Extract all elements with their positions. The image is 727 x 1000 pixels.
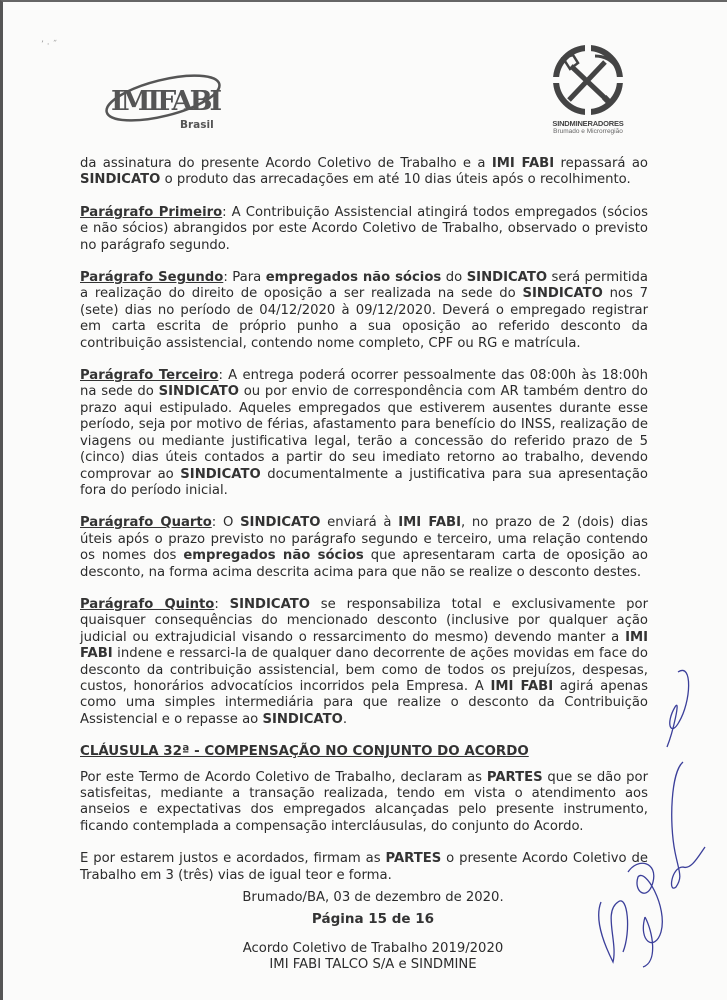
- text-run: repassará ao: [554, 156, 649, 171]
- paragraph-quarto: [80, 515, 648, 581]
- text-run: :: [214, 596, 230, 612]
- union-name: SINDMINERADORES: [552, 119, 624, 128]
- bold-term: IMI FABI: [490, 678, 554, 694]
- intro-paragraph: [80, 156, 648, 189]
- paragraph-quinto: [80, 597, 648, 728]
- paragraph-text: [80, 368, 648, 498]
- scan-specks: ’ · ˝: [41, 40, 57, 50]
- bold-term: SINDICATO: [229, 596, 310, 612]
- paragraph-segundo: [80, 270, 648, 352]
- bold-term: SINDICATO: [180, 466, 261, 482]
- text-run: E por estarem justos e acordados, firmam as: [80, 851, 386, 867]
- bold-term: PARTES: [385, 851, 442, 867]
- handwritten-signatures: [583, 662, 727, 992]
- document-body: [80, 156, 648, 900]
- document-parties: IMI FABI TALCO S/A e SINDMINE: [269, 957, 477, 972]
- text-run: que apresentaram carta de oposição ao desconto, na forma acima descrita acima para que não se realize o desconto destes.: [80, 548, 648, 580]
- text-run: Por este Termo de Acordo Coletivo de Trabalho, declaram as: [80, 769, 487, 785]
- text-run: : A Contribuição Assistencial atingirá todos empregados (sócios e não sócios) abrangidos por este Acordo Coletivo de Trabalho, observado o previsto no parágrafo segundo.: [80, 204, 648, 253]
- paragraph-title: Parágrafo Terceiro: [80, 368, 219, 384]
- bold-term: PARTES: [486, 769, 543, 785]
- paragraph-text: [80, 597, 648, 727]
- paragraph-terceiro: [80, 368, 648, 499]
- page-number: Página 15 de 16: [311, 911, 435, 927]
- imifabi-logo: [103, 72, 243, 142]
- text-run: enviará à: [320, 515, 399, 531]
- signature-initial-1: [667, 670, 689, 747]
- bold-term: SINDICATO: [158, 384, 239, 400]
- text-run: , no prazo de 2 (dois) dias úteis após o prazo previsto no parágrafo segundo e terceiro, uma relação contendo os nomes dos: [80, 515, 648, 564]
- text-run: : Para: [223, 270, 266, 286]
- text-run: o produto das arrecadações em até 10 dias úteis após o recolhimento.: [160, 172, 631, 188]
- text-run: que se dão por satisfeitas, mediante a transação realizada, tendo em vista o atendimento aos anseios e expectativas dos empregados alcançadas pelo presente instrumento, ficando contemplada a compensação intercláusulas, do conjunto do Acordo.: [80, 769, 648, 834]
- bold-term: IMI FABI: [398, 515, 461, 531]
- bold-term: empregados não sócios: [265, 270, 442, 286]
- sindmineradores-logo: [523, 44, 653, 144]
- place-and-date: Brumado/BA, 03 de dezembro de 2020.: [242, 890, 504, 905]
- text-run: agirá apenas como uma simples intermediária para que realize o desconto da Contribuição Assistencial e o repasse ao: [80, 678, 648, 727]
- paragraph-primeiro: [80, 205, 648, 254]
- bold-term: SINDICATO: [240, 515, 321, 531]
- text-run: documentalmente a justificativa para sua apresentação fora do período inicial.: [80, 466, 648, 498]
- bold-term: IMI FABI: [491, 156, 555, 171]
- text-run: indene e ressarci-la de qualquer dano decorrente de ações movidas em face do desconto da contribuição assistencial, bem como de todos os prejuízos, despesas, custos, honorários advocatícios incorridos pela Empresa. A: [80, 646, 648, 694]
- bold-term: SINDICATO: [466, 270, 548, 286]
- text-run: do: [441, 270, 467, 286]
- crossed-shovel-pickaxe-icon: [523, 44, 653, 119]
- text-run: será permitida a realização do direito de oposição a ser realizada na sede do: [80, 270, 649, 302]
- text-run: : A entrega poderá ocorrer pessoalmente das 08:00h às 18:00h na sede do: [80, 368, 648, 400]
- clause-32-paragraph-1: [80, 770, 648, 836]
- imifabi-wordmark-icon: [103, 72, 243, 122]
- clause-32-paragraph-2: [80, 851, 648, 884]
- text-run: nos 7 (sete) dias no período de 04/12/2020 à 09/12/2020. Deverá o empregado registrar em carta escrita de próprio punho a sua oposição ao referido desconto da contribuição assistencial, contendo nome completo, CPF ou RG e matrícula.: [80, 286, 649, 351]
- document-title: Acordo Coletivo de Trabalho 2019/2020: [242, 941, 504, 956]
- text-run: ou por envio de correspondência com AR também dentro do prazo aqui estipulado. Aqueles empregados que estiverem ausentes durante esse período, seja por motivo de férias, afastamento para benefício do INSS, realização de viagens ou mediante justificativa legal, terão a concessão do referido prazo de 5 (cinco) dias úteis contados a partir do seu imediato retorno ao trabalho, devendo comprovar ao: [80, 384, 648, 482]
- bold-term: IMI FABI: [80, 629, 648, 662]
- signature-initial-2: [672, 762, 705, 888]
- document-footer: [183, 890, 563, 973]
- paragraph-title: Parágrafo Primeiro: [80, 204, 223, 220]
- text-run: se responsabiliza total e exclusivamente por quaisquer consequências do mencionado desconto (inclusive por qualquer ação judicial ou extrajudicial visando o ressarcimento do mesmo) devendo manter a: [80, 596, 648, 645]
- paragraph-title: Parágrafo Quarto: [80, 515, 212, 531]
- text-run: da assinatura do presente Acordo Coletivo de Trabalho e a: [80, 156, 492, 171]
- union-region: Brumado e Microrregião: [553, 128, 623, 135]
- clause-32-title: CLÁUSULA 32ª - COMPENSAÇÃO NO CONJUNTO DO ACORDO: [80, 744, 529, 760]
- logo-caption: Brasil: [180, 119, 214, 131]
- bold-term: SINDICATO: [522, 286, 603, 302]
- text-run: .: [342, 711, 348, 727]
- paragraph-title: Parágrafo Quinto: [80, 596, 215, 612]
- text-run: o presente Acordo Coletivo de Trabalho em 3 (três) vias de igual teor e forma.: [80, 851, 648, 883]
- bold-term: empregados não sócios: [183, 548, 364, 564]
- paragraph-title: Parágrafo Segundo: [80, 270, 224, 286]
- bold-term: SINDICATO: [262, 711, 343, 727]
- svg-text:IMIFABI: IMIFABI: [111, 86, 220, 117]
- bold-term: SINDICATO: [80, 172, 161, 188]
- signature-initial-3: [599, 863, 663, 967]
- text-run: : O: [211, 515, 241, 531]
